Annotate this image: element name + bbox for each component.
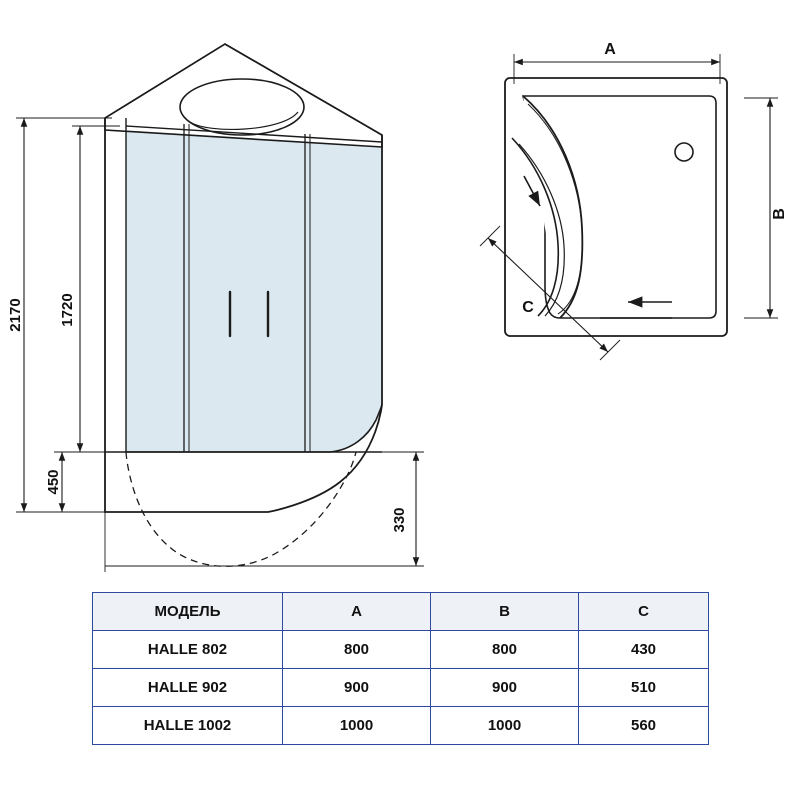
extline-c-end: [600, 340, 620, 360]
table-row: [93, 631, 709, 669]
label-b: B: [771, 208, 788, 220]
header-c: C: [579, 593, 709, 631]
top-view: [480, 41, 788, 360]
cell-b: 900: [431, 669, 579, 707]
dim-total-height: 2170: [7, 298, 24, 332]
dim-glass-height: 1720: [59, 293, 76, 327]
cell-c: 510: [579, 669, 709, 707]
dim-lower-panel-height: 450: [45, 469, 62, 495]
cell-a: 900: [283, 669, 431, 707]
cell-b: 1000: [431, 707, 579, 745]
label-c: C: [522, 299, 534, 316]
extline-c-start: [480, 226, 500, 246]
tray-hidden-outline: [126, 452, 356, 566]
model-spec-table: [92, 592, 709, 745]
ceiling-light-ellipse: [180, 79, 304, 135]
table-row: [93, 669, 709, 707]
cell-c: 560: [579, 707, 709, 745]
dim-tray-depth: 330: [391, 507, 408, 533]
cell-model: HALLE 1002: [93, 707, 283, 745]
label-a: A: [604, 41, 616, 58]
glass-fill-right: [330, 118, 382, 452]
table-row: [93, 707, 709, 745]
header-a: A: [283, 593, 431, 631]
table-header-row: [93, 593, 709, 631]
cell-model: HALLE 802: [93, 631, 283, 669]
glass-fill-left: [126, 118, 330, 452]
cabin-left-edge: [105, 118, 125, 512]
cell-model: HALLE 902: [93, 669, 283, 707]
cell-b: 800: [431, 631, 579, 669]
drain-hole: [675, 143, 693, 161]
header-model: МОДЕЛЬ: [93, 593, 283, 631]
cell-a: 800: [283, 631, 431, 669]
header-b: B: [431, 593, 579, 631]
cell-c: 430: [579, 631, 709, 669]
cell-a: 1000: [283, 707, 431, 745]
front-view: [7, 44, 424, 572]
